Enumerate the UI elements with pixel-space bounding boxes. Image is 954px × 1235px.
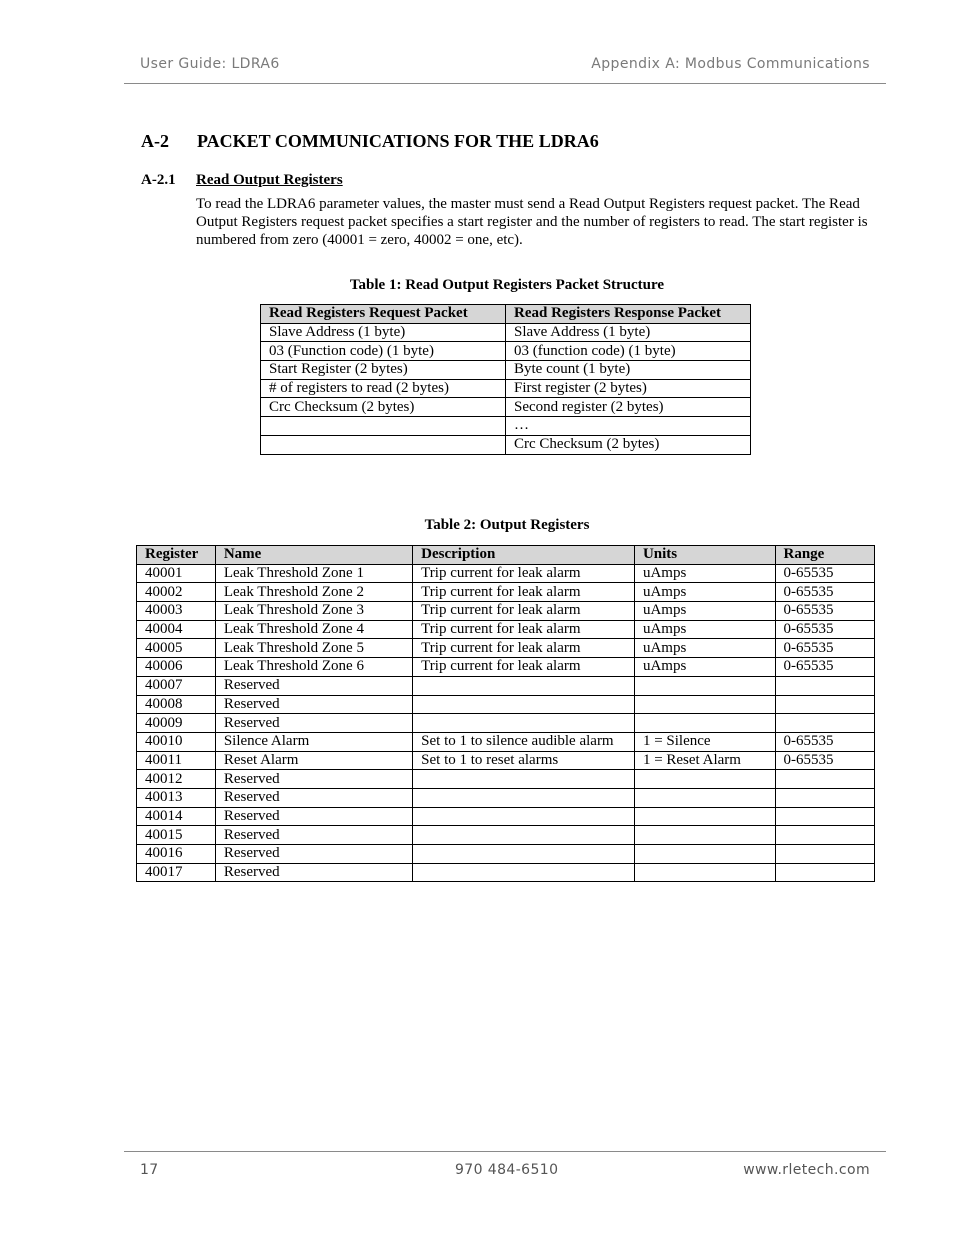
column-header: Description [413, 546, 635, 565]
table-row [137, 564, 875, 583]
table-cell: 03 (function code) (1 byte) [506, 342, 751, 361]
table-cell: Set to 1 to reset alarms [413, 751, 635, 770]
table-cell: First register (2 bytes) [506, 379, 751, 398]
table-cell: 03 (Function code) (1 byte) [261, 342, 506, 361]
table-cell: 40008 [137, 695, 216, 714]
page-header [124, 56, 886, 84]
table-cell [775, 863, 875, 882]
table-cell [775, 770, 875, 789]
subsection-title: Read Output Registers [196, 172, 343, 188]
table-cell: uAmps [634, 658, 775, 677]
table-row [261, 398, 751, 417]
header-guide-title: User Guide: LDRA6 [140, 56, 280, 72]
page-number: 17 [140, 1162, 159, 1178]
table-cell: 1 = Silence [634, 732, 775, 751]
table-cell: 40011 [137, 751, 216, 770]
table-cell [634, 845, 775, 864]
table-cell [775, 845, 875, 864]
table-row [137, 583, 875, 602]
table-row [137, 807, 875, 826]
table-cell: Second register (2 bytes) [506, 398, 751, 417]
table-cell: Reserved [215, 788, 412, 807]
footer-website: www.rletech.com [743, 1162, 870, 1178]
column-header: Read Registers Request Packet [261, 305, 506, 324]
table-cell: 40001 [137, 564, 216, 583]
table-cell [413, 788, 635, 807]
table-cell: 0-65535 [775, 583, 875, 602]
table-cell: Reserved [215, 845, 412, 864]
table-cell [634, 863, 775, 882]
table-cell: 0-65535 [775, 602, 875, 621]
table-cell: 40004 [137, 620, 216, 639]
table-cell: Leak Threshold Zone 4 [215, 620, 412, 639]
table-cell: Reserved [215, 714, 412, 733]
table-cell: uAmps [634, 564, 775, 583]
table-cell [775, 826, 875, 845]
table-row [137, 863, 875, 882]
table-cell [413, 845, 635, 864]
table-cell: 40009 [137, 714, 216, 733]
table-cell: Trip current for leak alarm [413, 602, 635, 621]
table-row [261, 323, 751, 342]
table-cell: 40014 [137, 807, 216, 826]
table-cell [634, 788, 775, 807]
table-cell: 0-65535 [775, 751, 875, 770]
intro-paragraph: To read the LDRA6 parameter values, the master must send a Read Output Registers request packet. The Read Output Registers request packet specifies a start register and the number of registers to read. The start register is numbered from zero (40001 = zero, 40002 = one, etc). [196, 196, 868, 248]
table-row [137, 676, 875, 695]
table-cell [413, 863, 635, 882]
table-cell: Byte count (1 byte) [506, 361, 751, 380]
table-cell: # of registers to read (2 bytes) [261, 379, 506, 398]
table-row [261, 361, 751, 380]
table-cell [413, 770, 635, 789]
table-cell: Leak Threshold Zone 3 [215, 602, 412, 621]
table-cell [413, 807, 635, 826]
subsection-number: A-2.1 [141, 172, 176, 188]
subsection-heading [141, 172, 343, 189]
table-cell: 40005 [137, 639, 216, 658]
table-cell: uAmps [634, 583, 775, 602]
table-cell [413, 695, 635, 714]
table-row [261, 435, 751, 454]
table-row [137, 695, 875, 714]
table-cell: 40002 [137, 583, 216, 602]
table-cell: 1 = Reset Alarm [634, 751, 775, 770]
table-cell: 40012 [137, 770, 216, 789]
table-row [261, 379, 751, 398]
table-cell: Silence Alarm [215, 732, 412, 751]
table-cell: 0-65535 [775, 639, 875, 658]
table-cell: 0-65535 [775, 620, 875, 639]
table-row [137, 620, 875, 639]
table-cell [634, 807, 775, 826]
section-title: PACKET COMMUNICATIONS FOR THE LDRA6 [197, 131, 599, 151]
column-header: Register [137, 546, 216, 565]
table-cell [634, 826, 775, 845]
table-cell [775, 807, 875, 826]
header-appendix-title: Appendix A: Modbus Communications [591, 56, 870, 72]
table-cell: Reserved [215, 863, 412, 882]
table-row [137, 751, 875, 770]
table-row [137, 770, 875, 789]
table-cell: Reserved [215, 807, 412, 826]
table-cell: 40013 [137, 788, 216, 807]
table-cell: Slave Address (1 byte) [506, 323, 751, 342]
table-header-row [137, 546, 875, 565]
table-cell: Leak Threshold Zone 5 [215, 639, 412, 658]
table-cell: Set to 1 to silence audible alarm [413, 732, 635, 751]
table-header-row [261, 305, 751, 324]
table-row [137, 732, 875, 751]
table-cell: Leak Threshold Zone 6 [215, 658, 412, 677]
table-row [137, 602, 875, 621]
table-row [137, 788, 875, 807]
table-row [137, 714, 875, 733]
column-header: Units [634, 546, 775, 565]
table-row [137, 658, 875, 677]
table-cell: … [506, 417, 751, 436]
table-cell [634, 770, 775, 789]
table-cell: 40016 [137, 845, 216, 864]
section-number: A-2 [141, 131, 169, 151]
table-cell: 40007 [137, 676, 216, 695]
packet-structure-table [260, 304, 751, 455]
table-cell [634, 714, 775, 733]
table-cell: Reset Alarm [215, 751, 412, 770]
table-cell: Slave Address (1 byte) [261, 323, 506, 342]
table-row [137, 826, 875, 845]
column-header: Range [775, 546, 875, 565]
table1-caption: Table 1: Read Output Registers Packet Structure [349, 277, 665, 293]
output-registers-table [136, 545, 875, 882]
table2-caption: Table 2: Output Registers [424, 517, 590, 533]
table-cell [775, 676, 875, 695]
table-cell: Trip current for leak alarm [413, 583, 635, 602]
table-cell [775, 714, 875, 733]
table-cell: Trip current for leak alarm [413, 564, 635, 583]
table-cell [634, 676, 775, 695]
table-cell: Trip current for leak alarm [413, 658, 635, 677]
table-row [137, 639, 875, 658]
table-cell: 40006 [137, 658, 216, 677]
section-heading [141, 131, 599, 152]
table-cell: uAmps [634, 602, 775, 621]
table-cell [261, 435, 506, 454]
column-header: Read Registers Response Packet [506, 305, 751, 324]
table-cell [413, 826, 635, 845]
table-cell [413, 714, 635, 733]
table-cell [261, 417, 506, 436]
table-row [261, 417, 751, 436]
table-cell [775, 695, 875, 714]
table-cell: Leak Threshold Zone 2 [215, 583, 412, 602]
table-cell: Reserved [215, 826, 412, 845]
footer-phone: 970 484-6510 [455, 1162, 559, 1178]
table-row [137, 845, 875, 864]
page-footer [124, 1151, 886, 1186]
table-row [261, 342, 751, 361]
table-cell: Reserved [215, 695, 412, 714]
table-cell: Start Register (2 bytes) [261, 361, 506, 380]
table-cell: uAmps [634, 639, 775, 658]
table-cell: 40010 [137, 732, 216, 751]
table-cell: Trip current for leak alarm [413, 620, 635, 639]
table-cell: 0-65535 [775, 564, 875, 583]
table-cell: 40017 [137, 863, 216, 882]
table-cell: 0-65535 [775, 658, 875, 677]
table-cell [775, 788, 875, 807]
table-cell: 40003 [137, 602, 216, 621]
table-cell: Leak Threshold Zone 1 [215, 564, 412, 583]
column-header: Name [215, 546, 412, 565]
table-cell: Crc Checksum (2 bytes) [261, 398, 506, 417]
table-cell [634, 695, 775, 714]
table-cell: Reserved [215, 676, 412, 695]
table-cell [413, 676, 635, 695]
table-cell: 40015 [137, 826, 216, 845]
table-cell: Crc Checksum (2 bytes) [506, 435, 751, 454]
table-cell: Trip current for leak alarm [413, 639, 635, 658]
table-cell: 0-65535 [775, 732, 875, 751]
table-cell: uAmps [634, 620, 775, 639]
table-cell: Reserved [215, 770, 412, 789]
